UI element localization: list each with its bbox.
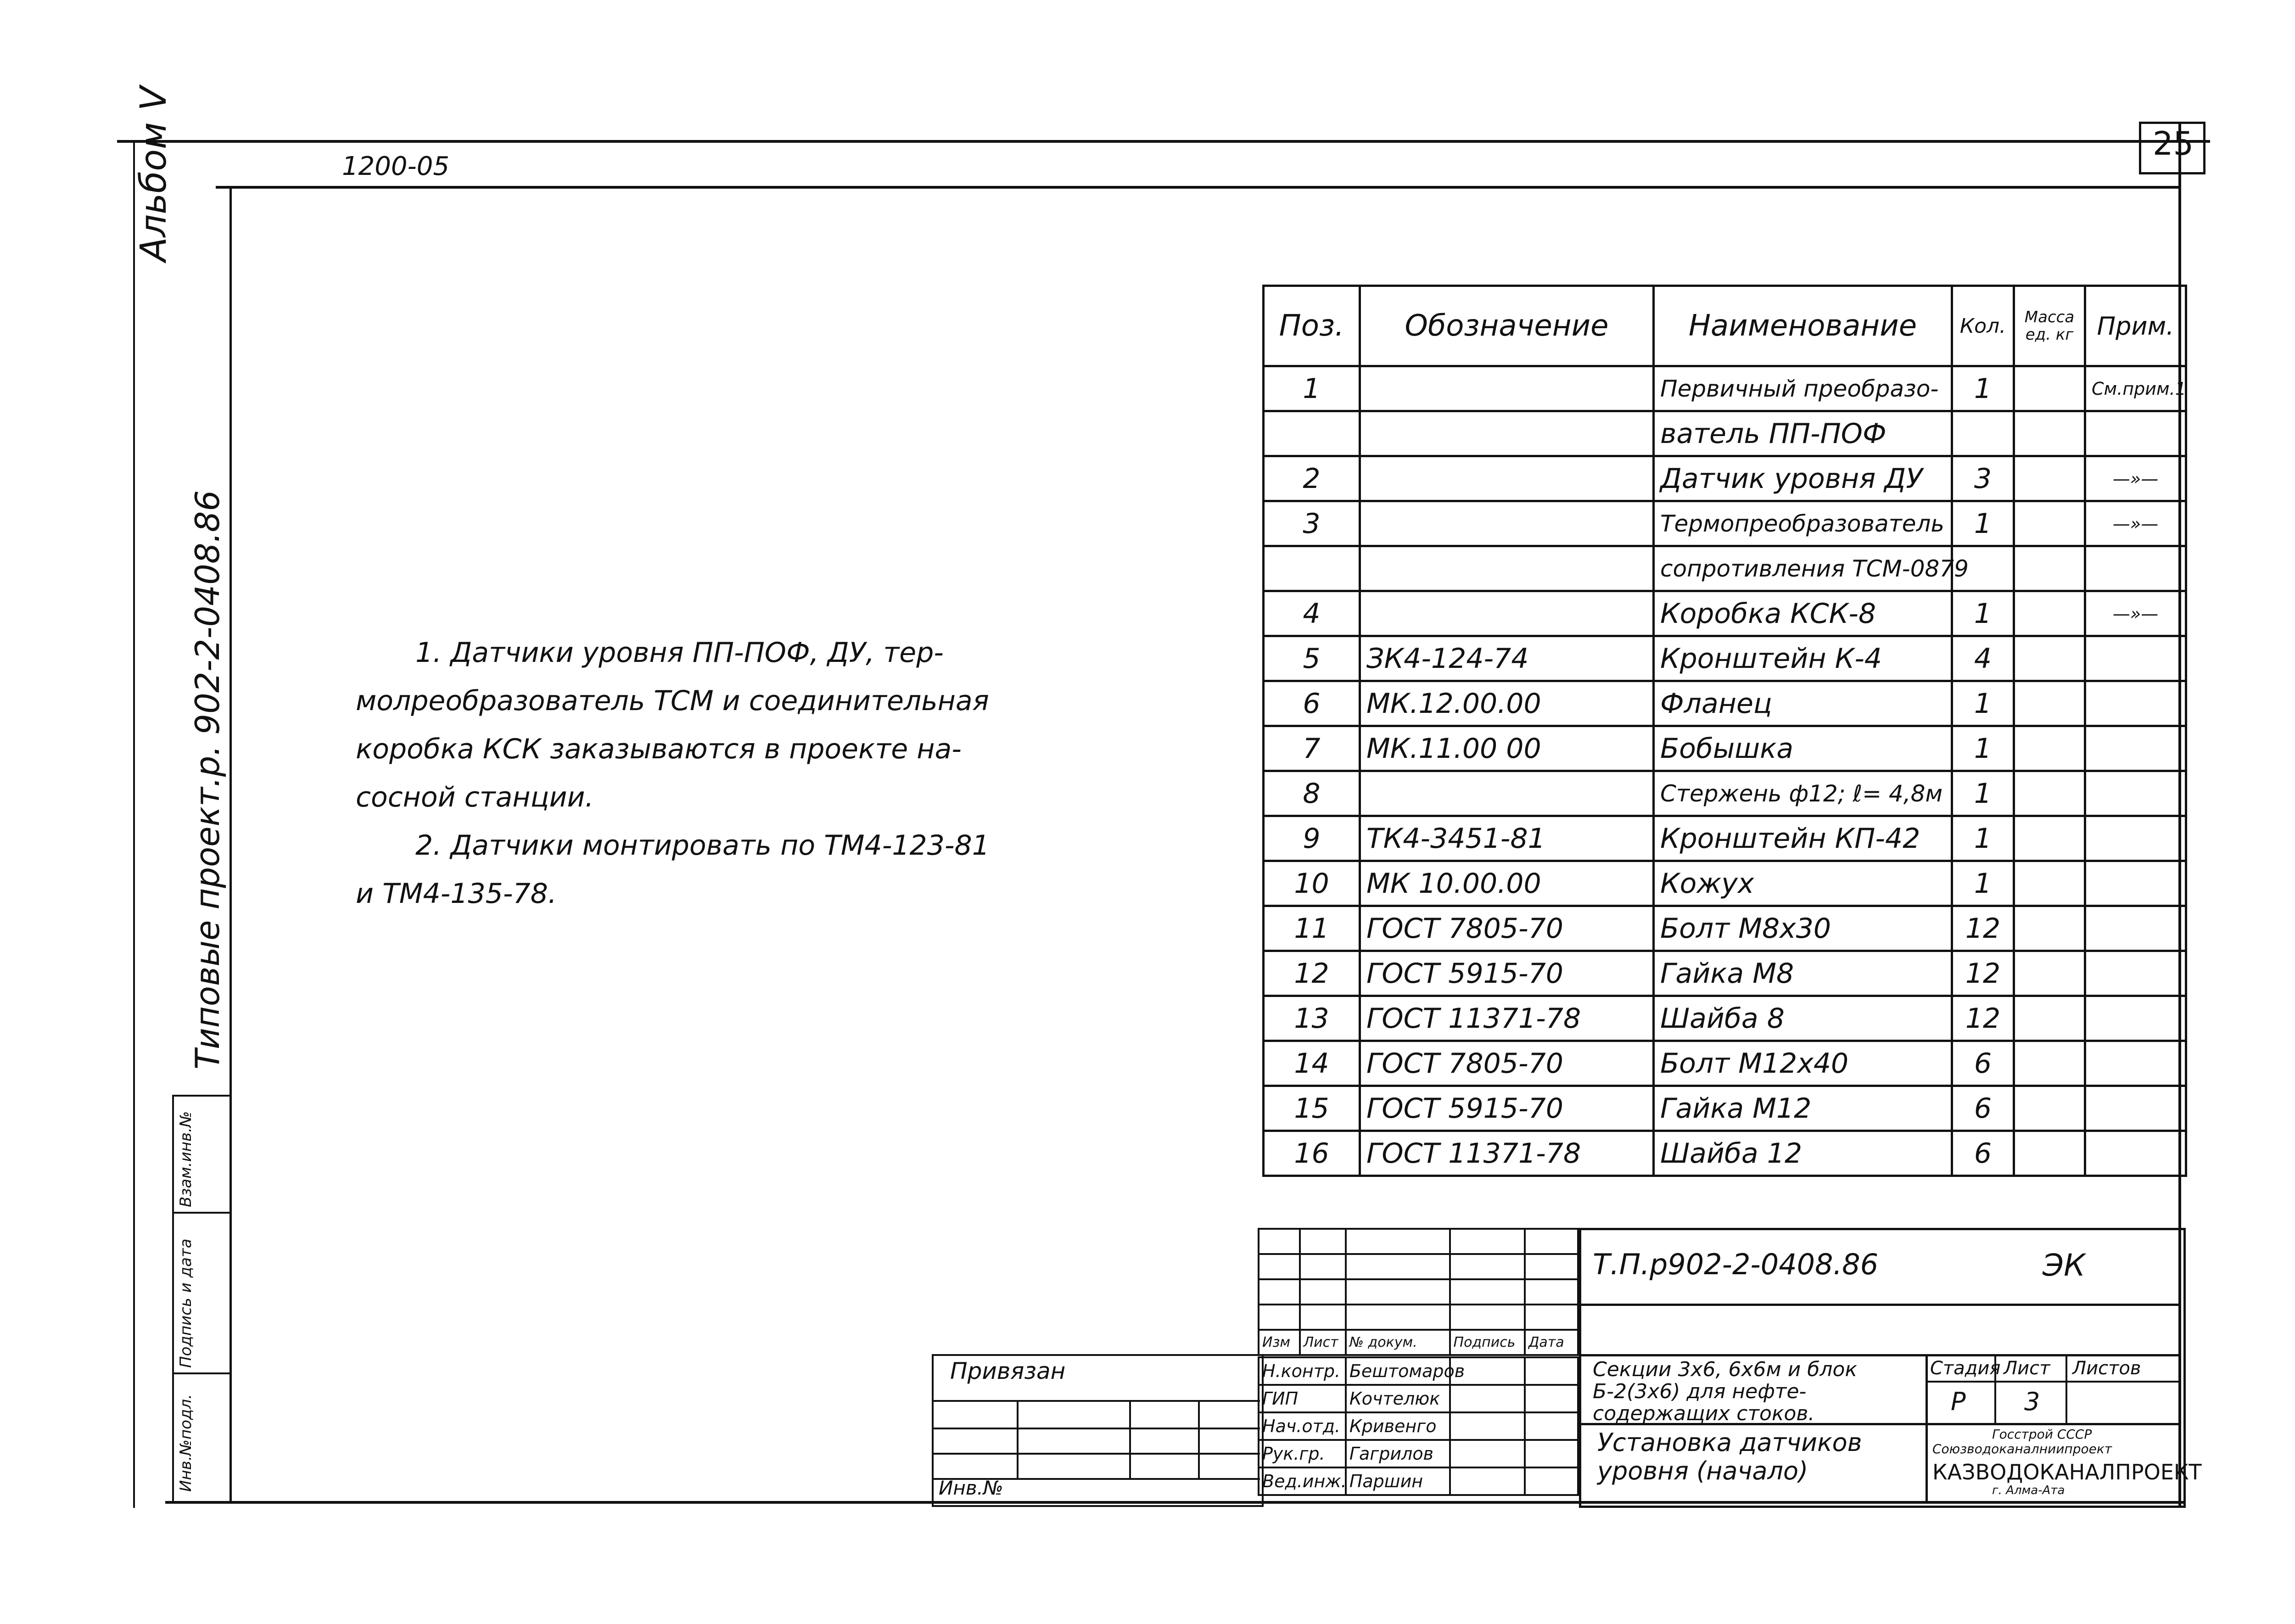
staff-name: Гагрилов bbox=[1346, 1440, 1450, 1467]
sheet-value: 3 bbox=[2024, 1387, 2040, 1416]
side-stamp-signature: Подпись и дата bbox=[177, 1238, 195, 1368]
staff-row bbox=[1259, 1357, 1578, 1385]
spec-cell-mass bbox=[2014, 591, 2085, 636]
spec-cell-designation bbox=[1360, 366, 1654, 411]
org-line: Госстрой СССР bbox=[1992, 1427, 2092, 1442]
stage-value: Р bbox=[1951, 1387, 1966, 1416]
spec-cell-qty: 1 bbox=[1952, 366, 2014, 411]
spec-cell-mass bbox=[2014, 636, 2085, 681]
spec-cell-pos: 10 bbox=[1264, 861, 1360, 906]
spec-cell-mass bbox=[2014, 816, 2085, 861]
table-row bbox=[1264, 501, 2186, 546]
staff-role: Рук.гр. bbox=[1259, 1440, 1346, 1467]
header-note: Прим. bbox=[2085, 286, 2186, 366]
spec-cell-qty: 1 bbox=[1952, 681, 2014, 726]
staff-name: Бештомаров bbox=[1346, 1357, 1450, 1385]
spec-cell-mass bbox=[2014, 411, 2085, 456]
stage-col-line bbox=[2066, 1354, 2067, 1423]
spec-cell-mass bbox=[2014, 366, 2085, 411]
rev-header: Изм bbox=[1259, 1330, 1300, 1355]
staff-role: Н.контр. bbox=[1259, 1357, 1346, 1385]
staff-name: Паршин bbox=[1346, 1467, 1450, 1495]
spec-cell-pos: 1 bbox=[1264, 366, 1360, 411]
spec-cell-pos: 3 bbox=[1264, 501, 1360, 546]
spec-cell-pos bbox=[1264, 546, 1360, 591]
staff-role: ГИП bbox=[1259, 1385, 1346, 1412]
spec-cell-note bbox=[2085, 411, 2186, 456]
spec-cell-designation: МК 10.00.00 bbox=[1360, 861, 1654, 906]
sheets-label: Листов bbox=[2072, 1358, 2141, 1379]
spec-cell-note bbox=[2085, 996, 2186, 1041]
spec-cell-name: Кожух bbox=[1654, 861, 1952, 906]
spec-cell-pos: 6 bbox=[1264, 681, 1360, 726]
linked-line bbox=[932, 1400, 1260, 1402]
spec-cell-designation: ТК4-3451-81 bbox=[1360, 816, 1654, 861]
object-title: Секции 3х6, 6х6м и блок Б-2(3х6) для нефте-содержащих стоков. bbox=[1593, 1358, 1858, 1425]
spec-cell-note bbox=[2085, 816, 2186, 861]
spec-cell-pos: 4 bbox=[1264, 591, 1360, 636]
staff-date bbox=[1525, 1385, 1578, 1412]
spec-cell-name: Кронштейн К-4 bbox=[1654, 636, 1952, 681]
staff-role: Нач.отд. bbox=[1259, 1412, 1346, 1440]
staff-signature bbox=[1450, 1467, 1525, 1495]
spec-cell-name: Шайба 8 bbox=[1654, 996, 1952, 1041]
spec-cell-name: Болт М12х40 bbox=[1654, 1041, 1952, 1086]
org-line: Союзводоканалниипроект bbox=[1932, 1441, 2112, 1456]
spec-cell-qty: 1 bbox=[1952, 591, 2014, 636]
linked-label: Привязан bbox=[950, 1358, 1066, 1384]
header-name: Наименование bbox=[1654, 286, 1952, 366]
spec-cell-mass bbox=[2014, 1131, 2085, 1176]
spec-cell-qty: 1 bbox=[1952, 771, 2014, 816]
spec-cell-note bbox=[2085, 771, 2186, 816]
spec-cell-designation: ГОСТ 5915-70 bbox=[1360, 951, 1654, 996]
spec-cell-note bbox=[2085, 636, 2186, 681]
side-title-project: Типовые проект.р. 902-2-0408.86 bbox=[188, 490, 227, 1070]
table-row bbox=[1264, 1086, 2186, 1131]
page-number: 25 bbox=[2153, 125, 2194, 162]
spec-cell-note: См.прим.1 bbox=[2085, 366, 2186, 411]
sheet-title: Установка датчиков уровня (начало) bbox=[1597, 1428, 1862, 1485]
linked-vline bbox=[1017, 1400, 1019, 1478]
spec-cell-designation: МК.12.00.00 bbox=[1360, 681, 1654, 726]
spec-cell-qty: 1 bbox=[1952, 861, 2014, 906]
title-divider bbox=[1579, 1354, 2181, 1356]
spec-cell-designation bbox=[1360, 411, 1654, 456]
spec-cell-mass bbox=[2014, 906, 2085, 951]
note-line: сосной станции. bbox=[356, 781, 594, 813]
linked-vline bbox=[1198, 1400, 1200, 1478]
staff-row bbox=[1259, 1385, 1578, 1412]
spec-cell-note bbox=[2085, 1041, 2186, 1086]
spec-cell-name: Датчик уровня ДУ bbox=[1654, 456, 1952, 501]
spec-cell-designation bbox=[1360, 456, 1654, 501]
spec-cell-qty bbox=[1952, 411, 2014, 456]
spec-cell-note: —»— bbox=[2085, 456, 2186, 501]
spec-cell-qty: 6 bbox=[1952, 1041, 2014, 1086]
spec-cell-pos: 2 bbox=[1264, 456, 1360, 501]
spec-cell-name: Стержень ф12; ℓ= 4,8м bbox=[1654, 771, 1952, 816]
spec-cell-qty: 3 bbox=[1952, 456, 2014, 501]
table-row bbox=[1264, 591, 2186, 636]
spec-cell-pos: 16 bbox=[1264, 1131, 1360, 1176]
spec-cell-name: Термопреобразователь bbox=[1654, 501, 1952, 546]
spec-cell-mass bbox=[2014, 951, 2085, 996]
spec-cell-designation: ГОСТ 11371-78 bbox=[1360, 1131, 1654, 1176]
inv-no-label: Инв.№ bbox=[939, 1477, 1003, 1499]
doc-mark: ЭК bbox=[2043, 1248, 2085, 1283]
spec-cell-pos bbox=[1264, 411, 1360, 456]
spec-cell-designation bbox=[1360, 546, 1654, 591]
spec-cell-name: Коробка КСК-8 bbox=[1654, 591, 1952, 636]
staff-date bbox=[1525, 1440, 1578, 1467]
spec-cell-mass bbox=[2014, 1086, 2085, 1131]
spec-cell-qty: 6 bbox=[1952, 1086, 2014, 1131]
spec-cell-note bbox=[2085, 546, 2186, 591]
note-line: 2. Датчики монтировать по ТМ4-123-81 bbox=[415, 829, 990, 862]
spec-cell-pos: 7 bbox=[1264, 726, 1360, 771]
spec-cell-name: Болт М8х30 bbox=[1654, 906, 1952, 951]
spec-cell-note bbox=[2085, 681, 2186, 726]
rev-header: Дата bbox=[1525, 1330, 1578, 1355]
note-line: коробка КСК заказываются в проекте на- bbox=[356, 733, 962, 765]
side-title-album: Альбом V bbox=[133, 86, 174, 262]
side-stamp-div1 bbox=[172, 1212, 231, 1214]
rev-header: Лист bbox=[1300, 1330, 1346, 1355]
side-stamp-mid bbox=[172, 1095, 174, 1503]
table-row bbox=[1264, 411, 2186, 456]
staff-role: Вед.инж. bbox=[1259, 1467, 1346, 1495]
note-line: молреобразователь ТСМ и соединительная bbox=[356, 685, 989, 717]
spec-cell-qty: 1 bbox=[1952, 816, 2014, 861]
spec-cell-pos: 9 bbox=[1264, 816, 1360, 861]
notes bbox=[356, 629, 1090, 918]
side-stamp-inv: Инв.№подл. bbox=[177, 1394, 195, 1492]
note-line: 1. Датчики уровня ПП-ПОФ, ДУ, тер- bbox=[415, 637, 944, 669]
spec-cell-note bbox=[2085, 861, 2186, 906]
stage-row-line bbox=[1926, 1381, 2181, 1383]
table-row bbox=[1264, 681, 2186, 726]
staff-row bbox=[1259, 1412, 1578, 1440]
side-stamp-top bbox=[172, 1095, 231, 1097]
staff-signature bbox=[1450, 1412, 1525, 1440]
spec-cell-note bbox=[2085, 951, 2186, 996]
spec-cell-mass bbox=[2014, 456, 2085, 501]
spec-cell-note: —»— bbox=[2085, 591, 2186, 636]
table-row bbox=[1264, 861, 2186, 906]
table-row bbox=[1264, 951, 2186, 996]
title-divider bbox=[1579, 1304, 2181, 1306]
header-mass: Масса ед. кг bbox=[2014, 286, 2085, 366]
spec-cell-note bbox=[2085, 726, 2186, 771]
spec-cell-name: ватель ПП-ПОФ bbox=[1654, 411, 1952, 456]
staff-row bbox=[1259, 1467, 1578, 1495]
stage-label: Стадия bbox=[1930, 1358, 2001, 1379]
spec-cell-mass bbox=[2014, 546, 2085, 591]
table-row bbox=[1264, 906, 2186, 951]
note-line: и ТМ4-135-78. bbox=[356, 878, 557, 910]
spec-cell-note bbox=[2085, 906, 2186, 951]
spec-cell-mass bbox=[2014, 771, 2085, 816]
spec-cell-qty: 12 bbox=[1952, 906, 2014, 951]
header-designation: Обозначение bbox=[1360, 286, 1654, 366]
staff-name: Кочтелюк bbox=[1346, 1385, 1450, 1412]
inner-frame-top bbox=[216, 186, 2180, 189]
spec-cell-name: Бобышка bbox=[1654, 726, 1952, 771]
spec-cell-name: сопротивления ТСМ-0879 bbox=[1654, 546, 1952, 591]
rev-header: Подпись bbox=[1450, 1330, 1525, 1355]
spec-cell-designation: ГОСТ 7805-70 bbox=[1360, 1041, 1654, 1086]
staff-date bbox=[1525, 1467, 1578, 1495]
spec-cell-note bbox=[2085, 1086, 2186, 1131]
staff-row bbox=[1259, 1440, 1578, 1467]
staff-date bbox=[1525, 1412, 1578, 1440]
table-row bbox=[1264, 1041, 2186, 1086]
spec-cell-name: Кронштейн КП-42 bbox=[1654, 816, 1952, 861]
spec-cell-name: Гайка М12 bbox=[1654, 1086, 1952, 1131]
table-row bbox=[1264, 996, 2186, 1041]
revision-grid bbox=[1258, 1228, 1579, 1356]
spec-cell-designation: МК.11.00 00 bbox=[1360, 726, 1654, 771]
org-line: г. Алма-Ата bbox=[1992, 1484, 2065, 1497]
spec-cell-mass bbox=[2014, 501, 2085, 546]
linked-line bbox=[932, 1453, 1260, 1455]
spec-cell-note: —»— bbox=[2085, 501, 2186, 546]
spec-cell-mass bbox=[2014, 861, 2085, 906]
header-qty: Кол. bbox=[1952, 286, 2014, 366]
spec-cell-mass bbox=[2014, 726, 2085, 771]
spec-cell-pos: 14 bbox=[1264, 1041, 1360, 1086]
spec-cell-designation: ГОСТ 5915-70 bbox=[1360, 1086, 1654, 1131]
spec-cell-name: Первичный преобразо- bbox=[1654, 366, 1952, 411]
table-row bbox=[1264, 816, 2186, 861]
staff-date bbox=[1525, 1357, 1578, 1385]
sheet-label: Лист bbox=[2004, 1358, 2050, 1379]
spec-cell-name: Фланец bbox=[1654, 681, 1952, 726]
table-row bbox=[1264, 366, 2186, 411]
table-row bbox=[1264, 636, 2186, 681]
side-stamp-div2 bbox=[172, 1372, 231, 1374]
spec-cell-pos: 11 bbox=[1264, 906, 1360, 951]
spec-cell-mass bbox=[2014, 1041, 2085, 1086]
spec-cell-pos: 12 bbox=[1264, 951, 1360, 996]
spec-cell-pos: 15 bbox=[1264, 1086, 1360, 1131]
staff-signature bbox=[1450, 1440, 1525, 1467]
spec-cell-designation bbox=[1360, 771, 1654, 816]
spec-cell-pos: 8 bbox=[1264, 771, 1360, 816]
table-row bbox=[1264, 456, 2186, 501]
spec-cell-qty: 1 bbox=[1952, 726, 2014, 771]
side-stamp-right bbox=[230, 1095, 232, 1503]
linked-line bbox=[932, 1428, 1260, 1429]
spec-cell-qty: 4 bbox=[1952, 636, 2014, 681]
spec-cell-note bbox=[2085, 1131, 2186, 1176]
spec-cell-designation: ГОСТ 11371-78 bbox=[1360, 996, 1654, 1041]
staff-grid bbox=[1258, 1356, 1579, 1496]
spec-cell-mass bbox=[2014, 996, 2085, 1041]
table-row bbox=[1264, 546, 2186, 591]
spec-cell-designation bbox=[1360, 591, 1654, 636]
title-vdivider bbox=[1926, 1354, 1928, 1503]
left-margin-line bbox=[133, 140, 135, 1508]
table-row bbox=[1264, 726, 2186, 771]
spec-cell-name: Гайка М8 bbox=[1654, 951, 1952, 996]
side-stamp-replaced: Взам.инв.№ bbox=[177, 1111, 195, 1207]
staff-name: Кривенго bbox=[1346, 1412, 1450, 1440]
spec-cell-qty: 12 bbox=[1952, 996, 2014, 1041]
linked-vline bbox=[1129, 1400, 1131, 1478]
table-row bbox=[1264, 1131, 2186, 1176]
spec-cell-name: Шайба 12 bbox=[1654, 1131, 1952, 1176]
spec-cell-designation: ГОСТ 7805-70 bbox=[1360, 906, 1654, 951]
outer-frame-top bbox=[117, 140, 2210, 143]
table-row bbox=[1264, 771, 2186, 816]
spec-cell-designation: ЗК4-124-74 bbox=[1360, 636, 1654, 681]
spec-cell-qty: 12 bbox=[1952, 951, 2014, 996]
album-code: 1200-05 bbox=[342, 151, 449, 181]
rev-header: № докум. bbox=[1346, 1330, 1450, 1355]
spec-cell-pos: 13 bbox=[1264, 996, 1360, 1041]
header-pos: Поз. bbox=[1264, 286, 1360, 366]
spec-cell-qty: 6 bbox=[1952, 1131, 2014, 1176]
spec-cell-mass bbox=[2014, 681, 2085, 726]
spec-cell-qty: 1 bbox=[1952, 501, 2014, 546]
spec-cell-pos: 5 bbox=[1264, 636, 1360, 681]
org-name: КАЗВОДОКАНАЛПРОЕКТ bbox=[1932, 1460, 2202, 1484]
spec-table bbox=[1262, 285, 2187, 1177]
spec-cell-designation bbox=[1360, 501, 1654, 546]
staff-signature bbox=[1450, 1385, 1525, 1412]
doc-code: Т.П.р902-2-0408.86 bbox=[1593, 1248, 1879, 1281]
